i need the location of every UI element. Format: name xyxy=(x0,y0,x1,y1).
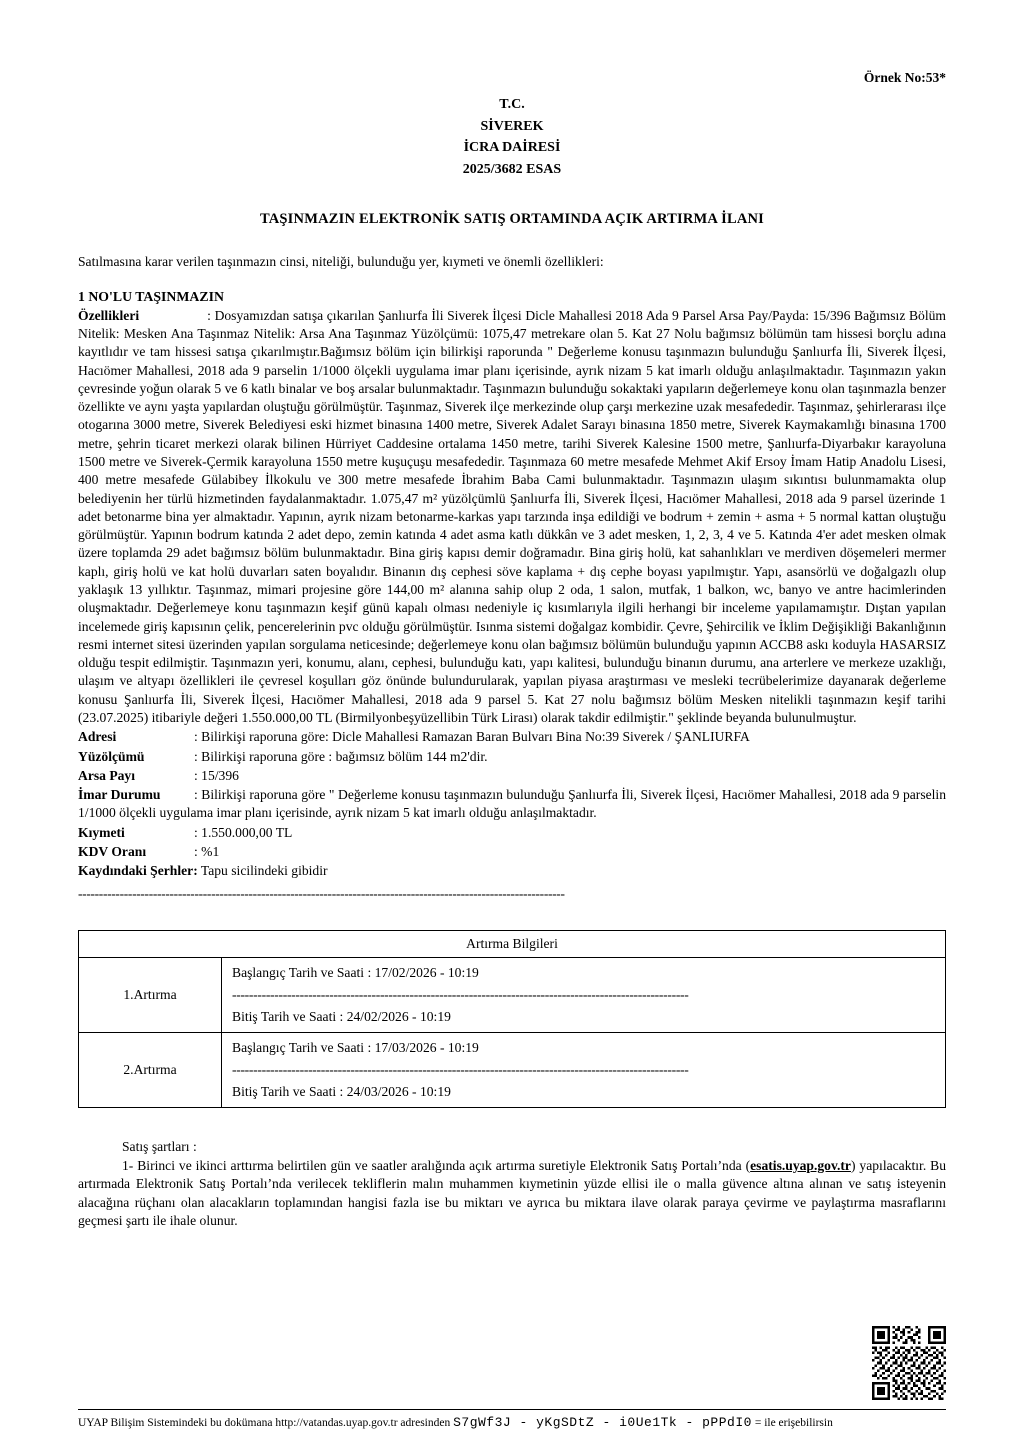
auction-2-label: 2.Artırma xyxy=(79,1033,222,1108)
field-kiymeti xyxy=(78,824,946,842)
field-yuzolcumu-label: Yüzölçümü xyxy=(78,748,145,764)
sale-terms-item-1-pre: 1- Birinci ve ikinci arttırma belirtilen gün ve saatler aralığında açık artırma suretiyle Elektronik Satış Portalı’nda ( xyxy=(122,1157,751,1173)
header-line-case: 2025/3682 ESAS xyxy=(462,162,562,178)
field-kdv-orani-value: : %1 xyxy=(194,843,220,859)
property-features-paragraph xyxy=(78,307,946,727)
auction-1-end: Bitiş Tarih ve Saati : 24/02/2026 - 10:19 xyxy=(232,1009,451,1025)
field-yuzolcumu xyxy=(78,748,946,766)
field-kdv-orani-label: KDV Oranı xyxy=(78,843,147,859)
intro-text: Satılmasına karar verilen taşınmazın cinsi, niteliği, bulunduğu yer, kıymeti ve önemli özellikleri: xyxy=(78,253,604,269)
header-line-tc: T.C. xyxy=(499,97,525,112)
auction-1-dates xyxy=(222,958,946,1033)
field-adresi-label: Adresi xyxy=(78,729,117,745)
sale-terms-item-1 xyxy=(78,1157,946,1230)
property-features-value: : Dosyamızdan satışa çıkarılan Şanlıurfa İli Siverek İlçesi Dicle Mahallesi 2018 Ada 9 Parsel Arsa Pay/Payda: 15/396 Bağımsız Bölüm Nitelik: Mesken Ana Taşınmaz Nitelik: Arsa Ana Taşınmaz Yüzölçümü: 1075,47 metrekare olan 5. Kat 27 Nolu bağımsız bölümün tam hissesi borçlu adına kayıtlıdır ve tam hissesi satışa çıkarılmıştır.Bağımsız bölüm için bilirkişi raporunda " Değerleme konusu taşınmazın bulunduğu Şanlıurfa İli, Siverek İlçesi, Hacıömer Mahallesi, 2018 ada 9 parselin 1/1000 ölçekli uygulama imar planı içerisinde, ayrık nizam 5 kat imarlı olduğu anlaşılmaktadır. Taşınmazın yakın çevresinde yoğun olarak 5 ve 6 katlı binalar ve boş arsalar bulunmaktadır. Taşınmazın bulunduğu sokaktaki yapıların değerlemeye konu olan taşınmazla benzer özellikte ve aynı yaşta yapılardan oluştuğu görülmüştür. Taşınmaz, Siverek ilçe merkezinde olup çarşı merkezine uzak mesafededir. Taşınmaz, şehirlerarası ilçe otogarına 3000 metre, Siverek Belediyesi eski hizmet binasına 1400 metre, Siverek Adalet Sarayı binasına 1850 metre, Siverek Kaymakamlığı binasına 1700 metre, şehrin ticaret merkezi olarak bilinen Hürriyet Caddesine ortalama 1450 metre, tarihi Siverek Kalesine 1500 metre, Şanlıurfa-Diyarbakır karayoluna 1500 metre ve Siverek-Çermik karayoluna 1550 metre kuşuçuşu mesafededir. Taşınmaza 60 metre mesafede Mehmet Akif Ersoy İmam Hatip Anadolu Lisesi, 400 metre mesafede Gülabibey İlkokulu ve 300 metre mesafede İbrahim Baba Cami bulunmaktadır. Taşınmazın ulaşım sıkıntısı bulunmamakta olup belediyenin her türlü hizmetinden faydalanmaktadır. 1.075,47 m² yüzölçümlü Şanlıurfa İli, Siverek İlçesi, Hacıömer Mahallesi, 2018 ada 9 parsel üzerinde 1 adet betonarme bina yer almaktadır. Yapının, ayrık nizam betonarme-karkas yapı tarzında inşa edildiği ve bodrum + zemin + asma + 5 normal kattan oluştuğu görülmüştür. Yapının bodrum katında 2 adet depo, zemin katında 4 adet asma katlı dükkân ve 3 adet mesken, 1, 2, 3, 4 ve 5. Katında 4'er adet mesken olmak üzere toplamda 29 adet bağımsız bölüm bulunmaktadır. Bina giriş kapısı demir doğramadır. Bina giriş holü, kat sahanlıkları ve merdiven döşemeleri mermer kaplı, giriş holü ve kat holü duvarları saten boyalıdır. Binanın dış cephesi söve kaplama + dış cephe boyası yapılmıştır. Yapı, asansörlü ve doğalgazlı olup yaklaşık 13 yıllıktır. Taşınmaz, mimari projesine göre 144,00 m² alanına sahip olup 2 oda, 1 salon, mutfak, 1 balkon, wc, banyo ve antre hacimlerinden oluşmaktadır. Değerlemeye konu taşınmazın keşif günü kapalı olması nedeniyle iç kısımlarıyla ilgili herhangi bir inceleme yapılamamıştır. Dıştan yapılan incelemede giriş kapısının çelik, pencerelerinin pvc olduğu görülmüştür. Isınma sistemi doğalgaz kombidir. Çevre, Şehircilik ve İklim Değişikliği Bakanlığının resmi internet sitesi üzerinden yapılan sorgulama neticesinde; değerlemeye konu olan bağımsız bölümün bulunduğu yapının ACCB8 askı koduyla HASARSIZ olduğu tespit edilmiştir. Taşınmazın yeri, konumu, alanı, cephesi, bulunduğu katı, yapı kalitesi, bulunduğu binanın durumu, ana arterlere ve merkeze uzaklığı, ulaşım ve altyapı özellikleri ile çevresel koşulları göz önünde bulundurularak, yapılan piyasa araştırması ve mesleki tecrübelerimize dayanarak değerleme konusu Şanlıurfa İli, Siverek İlçesi, Hacıömer Mahallesi, 2018 ada 9 parsel 5. Kat 27 nolu bağımsız bölüm Mesken nitelikli taşınmazın keşif tarihi (23.07.2025) itibariyle değeri 1.550.000,00 TL (Birmilyonbeşyüzellibin Türk Lirası) olarak takdir edilmiştir." şeklinde beyanda bulunulmuştur. xyxy=(78,307,946,725)
auction-1-label: 1.Artırma xyxy=(79,958,222,1033)
sale-terms-heading: Satış şartları : xyxy=(122,1139,197,1155)
field-serhler-label: Kaydındaki Şerhler: xyxy=(78,863,198,879)
footer-text: UYAP Bilişim Sistemindeki bu dokümana http://vatandas.uyap.gov.tr adresinden xyxy=(78,1417,451,1429)
page-title: TAŞINMAZIN ELEKTRONİK SATIŞ ORTAMINDA AÇIK ARTIRMA İLANI xyxy=(259,210,765,227)
field-imar-durumu-label: İmar Durumu xyxy=(78,787,161,803)
field-kdv-orani xyxy=(78,843,946,861)
auction-2-start: Başlangıç Tarih ve Saati : 17/03/2026 - 10:19 xyxy=(232,1040,479,1056)
field-arsa-payi-label: Arsa Payı xyxy=(78,767,136,783)
property-heading: 1 NO'LU TAŞINMAZIN xyxy=(78,288,224,304)
sale-terms-item-1-post: ) yapılacaktır. Bu artırmada Elektronik Satış Portalı’nda verilecek tekliflerin malın muhammen kıymetinin yüzde ellisi ile o malla güvence altına alınan ve satış isteyenin alacağına rüçhanı olan alacakların toplamından hangisi fazla ise bu miktarı ve ayrıca bu miktara ilave olarak paraya çevirme ve paylaştırma masraflarını geçmesi şartı ile ihale olunur. xyxy=(78,1157,947,1228)
table-row xyxy=(79,1033,946,1108)
field-arsa-payi-value: : 15/396 xyxy=(194,767,239,783)
auction-table-header-row xyxy=(79,931,946,958)
table-row xyxy=(79,958,946,1033)
field-serhler-value: Tapu sicilindeki gibidir xyxy=(200,863,328,879)
esatis-link[interactable]: esatis.uyap.gov.tr xyxy=(750,1157,851,1173)
header-line-office: İCRA DAİRESİ xyxy=(463,140,561,156)
footer-code: S7gWf3J - yKgSDtZ - i0Ue1Tk - pPPdI0 xyxy=(453,1415,752,1430)
auction-table-header: Artırma Bilgileri xyxy=(79,931,946,958)
auction-1-start: Başlangıç Tarih ve Saati : 17/02/2026 - 10:19 xyxy=(232,965,479,981)
field-kiymeti-label: Kıymeti xyxy=(78,824,125,840)
field-imar-durumu xyxy=(78,786,946,823)
auction-2-end: Bitiş Tarih ve Saati : 24/03/2026 - 10:19 xyxy=(232,1084,451,1100)
field-kiymeti-value: : 1.550.000,00 TL xyxy=(194,824,293,840)
field-yuzolcumu-value: : Bilirkişi raporuna göre : bağımsız bölüm 144 m2'dir. xyxy=(194,748,488,764)
field-serhler xyxy=(78,862,946,880)
field-imar-durumu-value: : Bilirkişi raporuna göre " Değerleme konusu taşınmazın bulunduğu Şanlıurfa İli, Siverek İlçesi, Hacıömer Mahallesi, 2018 ada 9 parselin 1/1000 ölçekli uygulama imar planı içerisinde, ayrık nizam 5 kat imarlı olduğu anlaşılmaktadır. xyxy=(78,787,946,821)
property-features-label: Özellikleri xyxy=(78,307,140,323)
field-arsa-payi xyxy=(78,767,946,785)
court-header xyxy=(78,94,946,181)
auction-1-separator: ------------------------------------------------------------------------------------------------------------ xyxy=(232,988,689,1003)
auction-table xyxy=(78,930,946,1108)
footer-tail: = ile erişebilirsin xyxy=(754,1417,833,1429)
sale-terms xyxy=(78,1138,946,1230)
auction-2-separator: ------------------------------------------------------------------------------------------------------------ xyxy=(232,1063,689,1078)
header-line-city: SİVEREK xyxy=(480,118,544,134)
auction-2-dates xyxy=(222,1033,946,1108)
qr-code xyxy=(872,1326,946,1400)
section-divider: --------------------------------------------------------------------------------------------------------------------- xyxy=(78,886,565,902)
footer xyxy=(78,1409,946,1430)
sample-number: Örnek No:53* xyxy=(863,70,946,85)
field-adresi xyxy=(78,728,946,746)
field-adresi-value: : Bilirkişi raporuna göre: Dicle Mahallesi Ramazan Baran Bulvarı Bina No:39 Siverek / ŞANLIURFA xyxy=(194,729,750,745)
